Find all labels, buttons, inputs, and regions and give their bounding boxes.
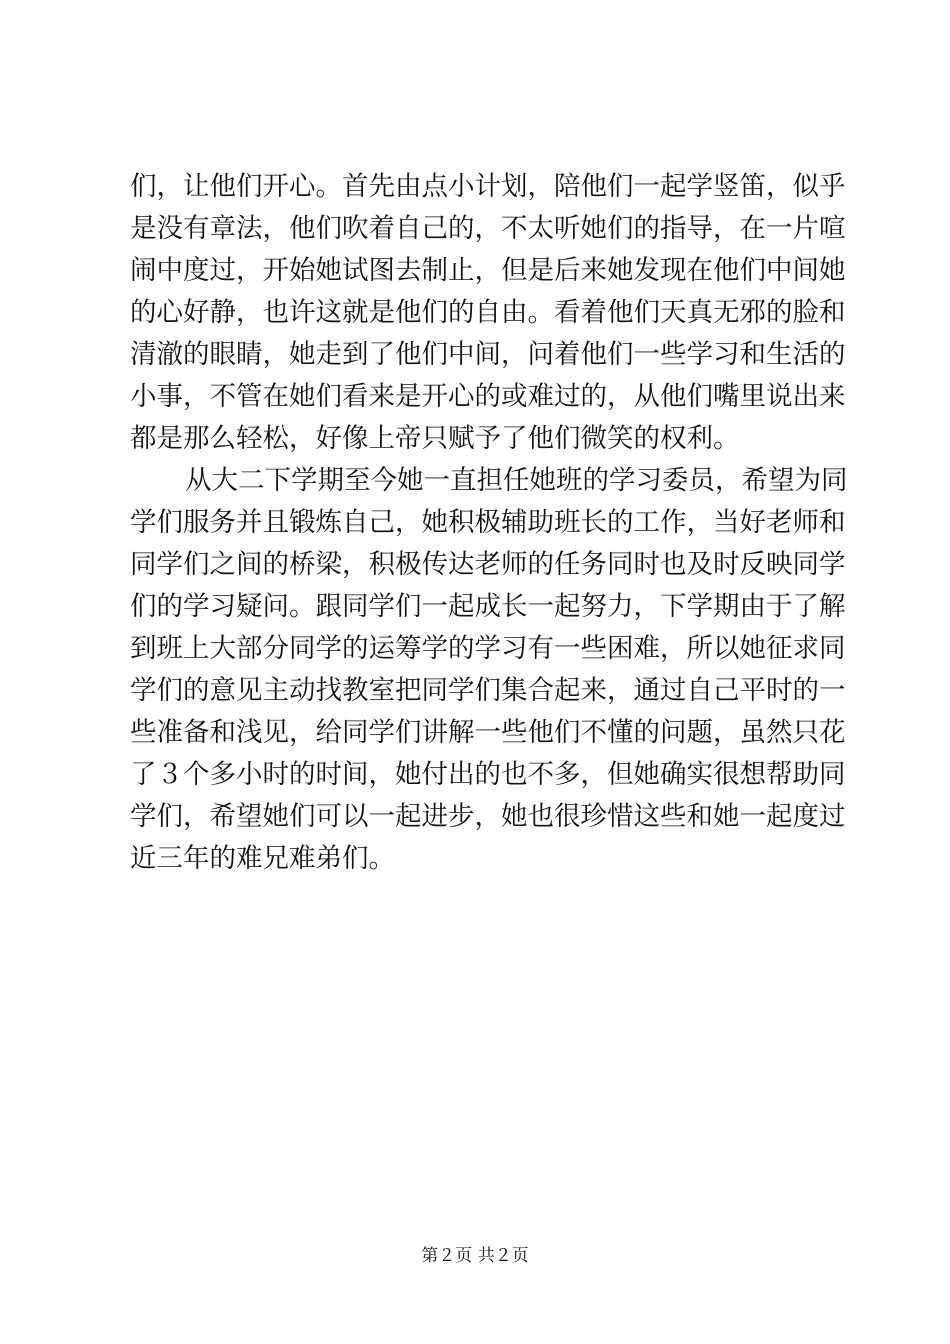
- text-line: 同学们之间的桥梁，积极传达老师的任务同时也及时反映同学: [130, 549, 846, 580]
- body-text: [130, 166, 848, 880]
- text-line: 学们，希望她们可以一起进步，她也很珍惜这些和她一起度过: [130, 801, 846, 832]
- text-line: 是没有章法，他们吹着自己的，不太听她们的指导，在一片喧: [130, 213, 846, 244]
- text-line: 闹中度过，开始她试图去制止，但是后来她发现在他们中间她: [130, 255, 846, 286]
- text-line: 们的学习疑问。跟同学们一起成长一起努力，下学期由于了解: [130, 591, 846, 622]
- page-number: 第２页 共２页: [421, 1246, 529, 1266]
- text-line: 近三年的难兄难弟们。: [130, 843, 395, 874]
- text-line: 清澈的眼睛，她走到了他们中间，问着他们一些学习和生活的: [130, 339, 846, 370]
- text-line: 些准备和浅见，给同学们讲解一些他们不懂的问题，虽然只花: [130, 717, 846, 748]
- text-line: 到班上大部分同学的运筹学的学习有一些困难，所以她征求同: [130, 633, 846, 664]
- text-line: 小事，不管在她们看来是开心的或难过的，从他们嘴里说出来: [130, 381, 846, 412]
- text-line: 学们的意见主动找教室把同学们集合起来，通过自己平时的一: [130, 675, 846, 706]
- text-line: 学们服务并且锻炼自己，她积极辅助班长的工作，当好老师和: [130, 507, 846, 538]
- text-line: 们，让他们开心。首先由点小计划，陪他们一起学竖笛，似乎: [130, 171, 846, 202]
- text-line: 的心好静，也许这就是他们的自由。看着他们天真无邪的脸和: [130, 297, 846, 328]
- text-line: 都是那么轻松，好像上帝只赋予了他们微笑的权利。: [130, 423, 740, 454]
- text-line: 了３个多小时的时间，她付出的也不多，但她确实很想帮助同: [130, 759, 846, 790]
- page-footer: [0, 1244, 950, 1268]
- text-line: 从大二下学期至今她一直担任她班的学习委员，希望为同: [185, 465, 848, 496]
